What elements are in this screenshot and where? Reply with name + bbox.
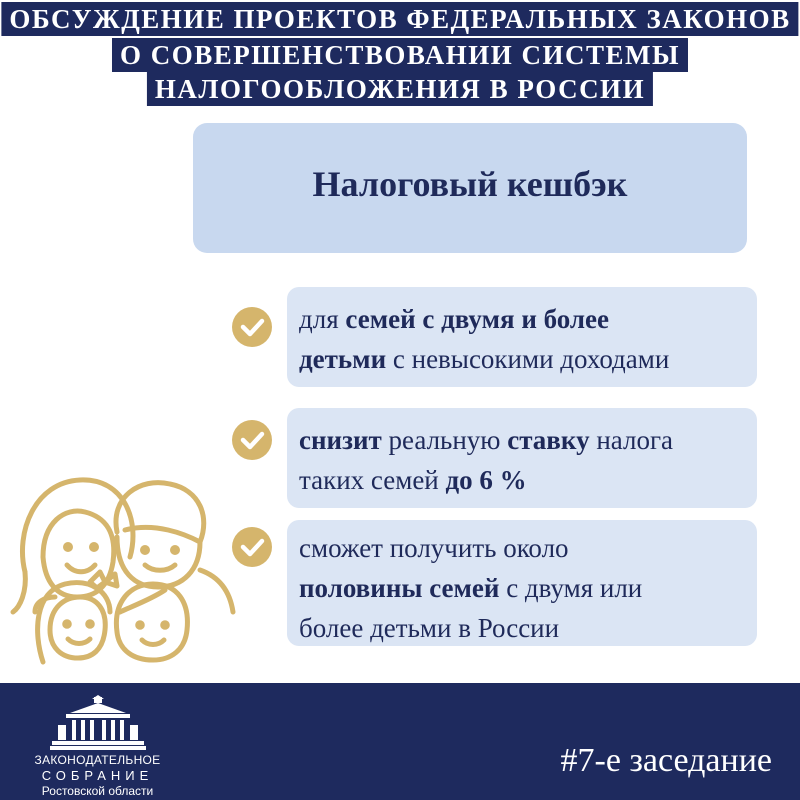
- check-icon: [232, 420, 272, 460]
- header-line-2: О СОВЕРШЕНСТВОВАНИИ СИСТЕМЫ: [112, 38, 688, 72]
- session-hashtag: #7-е заседание: [560, 742, 772, 779]
- item-text: с двумя или: [499, 573, 643, 603]
- page-title: Налоговый кешбэк: [312, 164, 628, 204]
- org-name-line-2: СОБРАНИЕ: [41, 768, 154, 783]
- item-bold-text: до 6 %: [445, 465, 527, 495]
- item-text: более детьми в России: [299, 613, 560, 643]
- header-line-1: ОБСУЖДЕНИЕ ПРОЕКТОВ ФЕДЕРАЛЬНЫХ ЗАКОНОВ: [1, 2, 798, 36]
- item-text: таких семей: [299, 465, 446, 495]
- item-text: сможет получить около: [299, 533, 569, 563]
- item-text: для: [299, 304, 346, 334]
- org-name-line-1: ЗАКОНОДАТЕЛЬНОЕ: [34, 753, 161, 767]
- item-text: реальную: [381, 425, 508, 455]
- info-item-3: [287, 520, 757, 646]
- item-bold-text: семей с двумя и более: [345, 304, 610, 334]
- parliament-building-logo-icon: [50, 695, 146, 751]
- item-text: налога: [589, 425, 674, 455]
- info-item-2: [287, 408, 757, 508]
- check-icon: [232, 307, 272, 347]
- item-text: с невысокими доходами: [386, 344, 670, 374]
- item-bold-text: ставку: [507, 425, 590, 455]
- org-name-line-3: Ростовской области: [41, 784, 154, 798]
- item-bold-text: детьми: [299, 344, 387, 374]
- item-bold-text: снизит: [299, 425, 382, 455]
- item-bold-text: половины семей: [299, 573, 500, 603]
- header-line-3: НАЛОГООБЛОЖЕНИЯ В РОССИИ: [147, 72, 653, 106]
- family-illustration-icon: [5, 462, 245, 672]
- title-box: [193, 123, 747, 253]
- info-item-1: [287, 287, 757, 387]
